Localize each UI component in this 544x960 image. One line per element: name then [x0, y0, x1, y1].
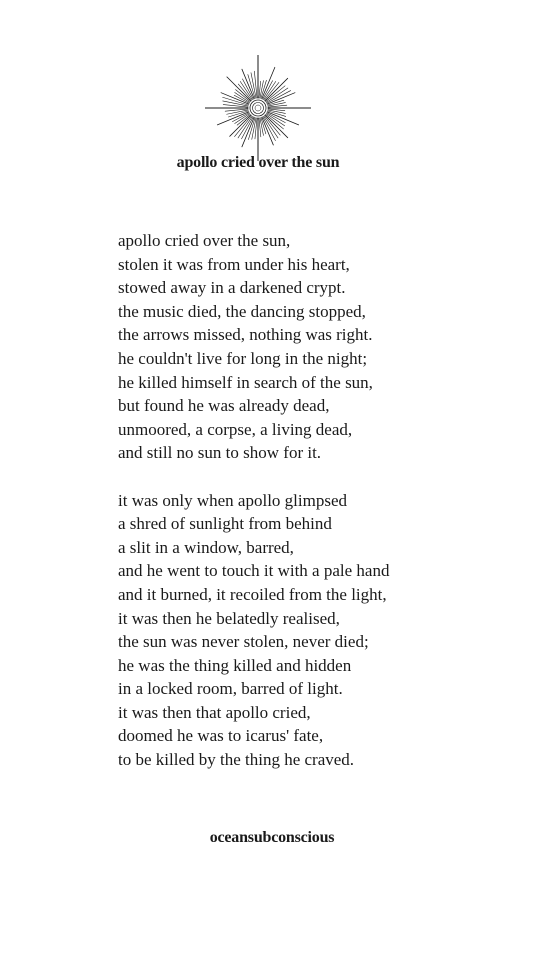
poem-body	[118, 229, 528, 795]
poem-line: it was only when apollo glimpsed	[118, 490, 348, 510]
poem-line: stowed away in a darkened crypt.	[118, 278, 346, 298]
poem-line: apollo cried over the sun,	[118, 231, 291, 250]
poem-line: but found he was already dead,	[118, 396, 330, 416]
poem-line: in a locked room, barred of light.	[118, 679, 343, 699]
poem-line: and still no sun to show for it.	[118, 443, 322, 463]
poem-line: stolen it was from under his heart,	[118, 254, 350, 274]
poem-line: a shred of sunlight from behind	[118, 514, 332, 534]
poem-line: to be killed by the thing he craved.	[118, 750, 355, 770]
poem-line: he couldn't live for long in the night;	[118, 348, 368, 368]
author-name: oceansubconscious	[209, 829, 335, 846]
poem-line: and it burned, it recoiled from the light,	[118, 584, 387, 604]
poem-line: it was then he belatedly realised,	[118, 608, 340, 628]
poem-line: a slit in a window, barred,	[118, 537, 294, 557]
stanza-1	[118, 229, 528, 465]
poem-line: he killed himself in search of the sun,	[118, 372, 373, 392]
poem-line: unmoored, a corpse, a living dead,	[118, 419, 353, 439]
poem-line: it was then that apollo cried,	[118, 702, 311, 722]
poem-line: the sun was never stolen, never died;	[118, 632, 369, 652]
stanza-2	[118, 489, 528, 772]
poem-line: the music died, the dancing stopped,	[118, 301, 366, 321]
poem-line: and he went to touch it with a pale hand	[118, 561, 390, 581]
poem-line: he was the thing killed and hidden	[118, 655, 352, 675]
poem-line: doomed he was to icarus' fate,	[118, 726, 324, 746]
poem-line: the arrows missed, nothing was right.	[118, 325, 373, 345]
sunburst-icon	[205, 55, 311, 161]
poem-title: apollo cried over the sun	[176, 154, 340, 171]
